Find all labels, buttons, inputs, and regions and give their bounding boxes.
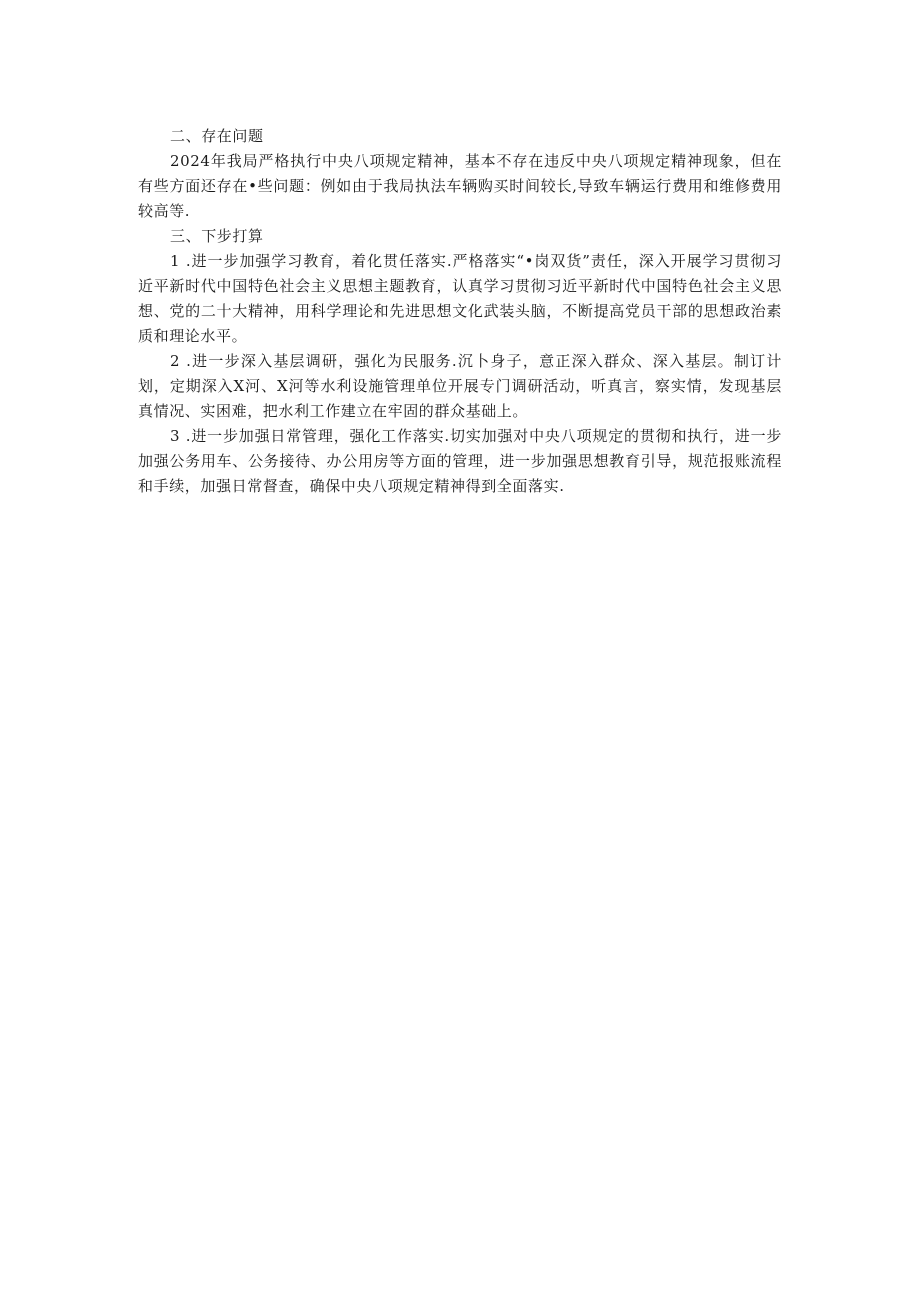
section-2-heading: 二、存在问题	[170, 127, 264, 145]
plan-item-2: 2 .进一步深入基层调研，强化为民服务.沉卜身子，意正深入群众、深入基层。制订计划，定期深入X河、X河等水利设施管理单位开展专门调研活动，听真言，察实情，发现基层真情况、实困难，把水利工作建立在牢固的群众基础上。	[138, 352, 782, 420]
document-page	[138, 124, 782, 499]
plan-item-1: 1 .进一步加强学习教育，着化贯任落实.严格落实“•岗双货”责任，深入开展学习贯彻习近平新时代中国特色社会主义思想主题教育，认真学习贯彻习近平新时代中国特色社会主义思想、党的二十大精神，用科学理论和先进思想文化武装头脑，不断提高党员干部的思想政治素质和理论水平。	[138, 252, 782, 345]
plan-item-3: 3 .进一步加强日常管理，强化工作落实.切实加强对中央八项规定的贯彻和执行，进一步加强公务用车、公务接待、办公用房等方面的管理，进一步加强思想教育引导，规范报账流程和手续，加强日常督查，确保中央八项规定精神得到全面落实.	[138, 427, 782, 495]
section-2-paragraph: 2024年我局严格执行中央八项规定精神，基本不存在违反中央八项规定精神现象，但在有些方面还存在•些问题：例如由于我局执法车辆购买时间较长,导致车辆运行费用和维修费用较高等.	[138, 152, 782, 220]
section-3-heading: 三、下步打算	[170, 227, 264, 245]
